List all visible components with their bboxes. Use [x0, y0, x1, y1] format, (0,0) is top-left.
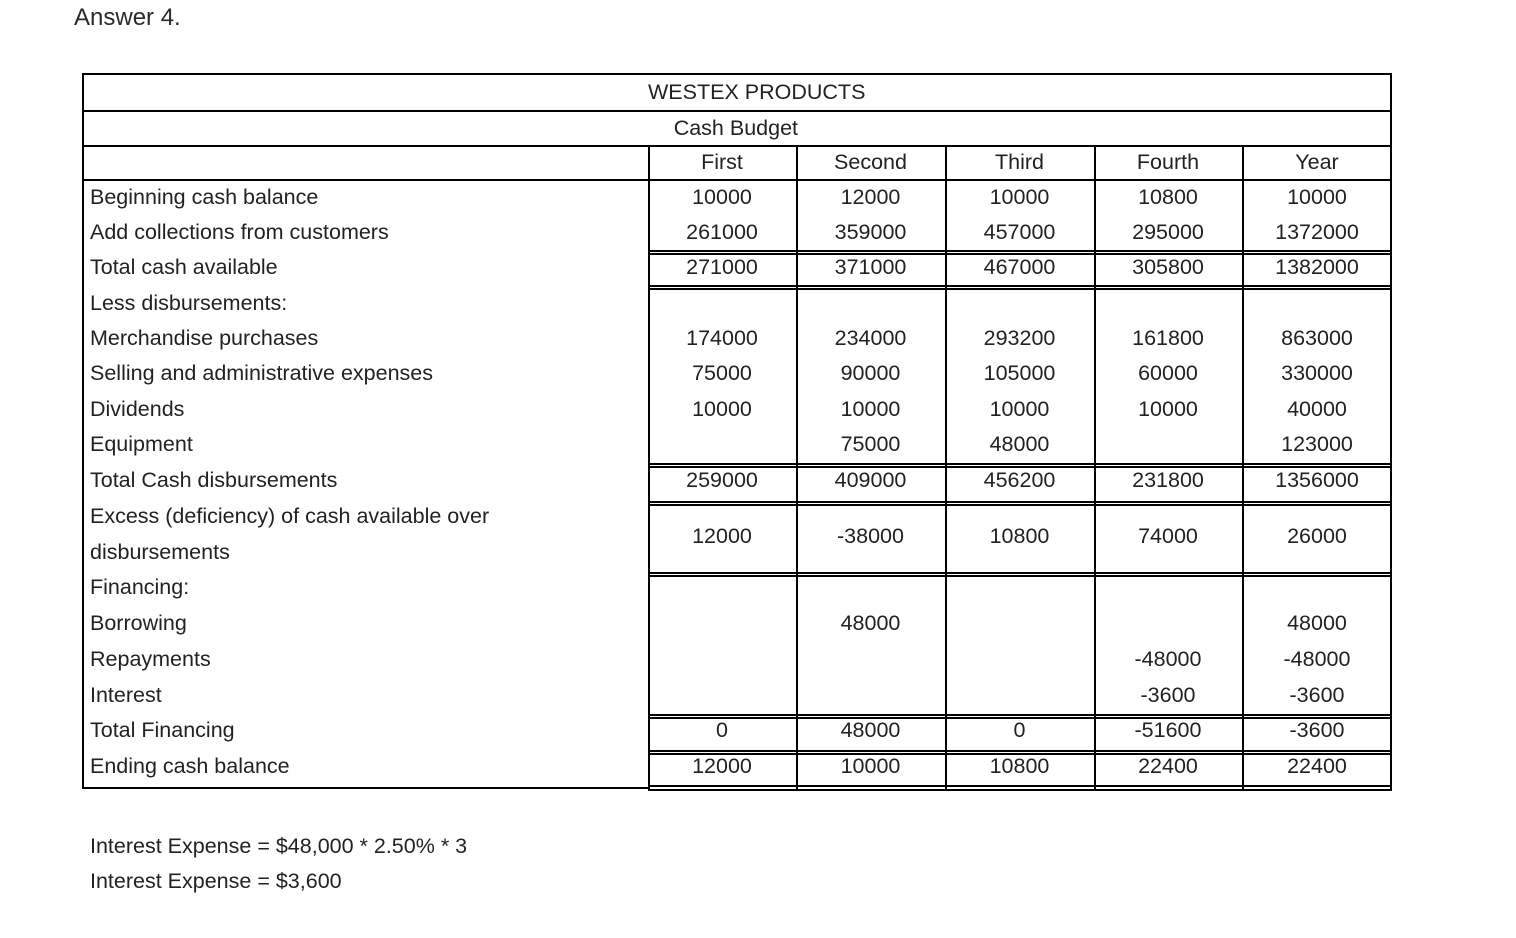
- row-label: Beginning cash balance: [90, 185, 319, 209]
- table-cell: 10000: [989, 185, 1050, 209]
- table-cell: 40000: [1287, 397, 1347, 421]
- table-cell: 371000: [834, 255, 907, 279]
- row-label: Borrowing: [90, 611, 187, 635]
- column-header: Second: [834, 150, 907, 174]
- row-label: Total cash available: [90, 255, 278, 279]
- table-cell: 1372000: [1275, 220, 1359, 244]
- table-cell: 12000: [692, 754, 752, 778]
- row-label: Merchandise purchases: [90, 326, 319, 350]
- table-cell: 863000: [1281, 326, 1353, 350]
- row-label-continued: disbursements: [90, 540, 230, 564]
- rule-line: [648, 501, 1392, 503]
- rule-line: [648, 504, 1392, 506]
- rule-line: [648, 714, 1392, 716]
- row-label: Repayments: [90, 647, 211, 671]
- table-cell: -3600: [1289, 683, 1345, 707]
- table-cell: 10800: [989, 754, 1050, 778]
- column-header: Year: [1295, 150, 1339, 174]
- table-cell: 161800: [1132, 326, 1204, 350]
- table-cell: 359000: [834, 220, 907, 244]
- table-cell: 271000: [686, 255, 758, 279]
- table-cell: 0: [716, 718, 728, 742]
- table-cell: 0: [1013, 718, 1026, 742]
- table-cell: 293200: [983, 326, 1056, 350]
- table-cell: 10800: [989, 524, 1050, 548]
- header-divider-1: [82, 110, 1392, 112]
- table-cell: 123000: [1281, 432, 1353, 456]
- table-cell: 75000: [840, 432, 901, 456]
- column-header: Fourth: [1136, 150, 1200, 174]
- header-divider-3: [82, 179, 1392, 181]
- table-cell: 10800: [1138, 185, 1198, 209]
- row-label: Dividends: [90, 397, 185, 421]
- table-cell: 10000: [989, 397, 1050, 421]
- cash-budget-table: [82, 73, 1392, 791]
- rule-line: [648, 572, 1392, 574]
- table-cell: -3600: [1289, 718, 1345, 742]
- table-cell: 12000: [692, 524, 752, 548]
- table-cell: 10000: [1287, 185, 1347, 209]
- table-cell: 10000: [692, 397, 752, 421]
- answer-heading: Answer 4.: [74, 4, 181, 31]
- table-cell: 467000: [983, 255, 1056, 279]
- row-label: Add collections from customers: [90, 220, 389, 244]
- table-cell: -3600: [1140, 683, 1196, 707]
- rule-line: [648, 785, 1392, 787]
- table-cell: 231800: [1132, 468, 1204, 492]
- table-cell: 305800: [1132, 255, 1204, 279]
- table-cell: 456200: [983, 468, 1056, 492]
- table-cell: 1356000: [1275, 468, 1359, 492]
- row-label: Less disbursements:: [90, 291, 288, 315]
- table-cell: -38000: [837, 524, 904, 548]
- table-cell: 174000: [686, 326, 758, 350]
- row-label: Total Cash disbursements: [90, 468, 338, 492]
- rule-line: [648, 288, 1392, 290]
- table-cell: 259000: [686, 468, 758, 492]
- table-cell: 75000: [692, 361, 752, 385]
- table-cell: 10000: [692, 185, 752, 209]
- table-cell: 26000: [1287, 524, 1347, 548]
- table-cell: 1382000: [1275, 255, 1359, 279]
- note-line-2: Interest Expense = $3,600: [90, 869, 342, 893]
- table-cell: 48000: [989, 432, 1050, 456]
- table-cell: 10000: [840, 397, 901, 421]
- row-label: Financing:: [90, 575, 190, 599]
- company-name: WESTEX PRODUCTS: [648, 80, 866, 104]
- note-line-1: Interest Expense = $48,000 * 2.50% * 3: [90, 834, 468, 858]
- table-cell: -48000: [1283, 647, 1351, 671]
- table-cell: 22400: [1138, 754, 1198, 778]
- row-label: Selling and administrative expenses: [90, 361, 434, 385]
- table-cell: 409000: [834, 468, 907, 492]
- table-cell: 105000: [983, 361, 1056, 385]
- rule-line: [648, 750, 1392, 752]
- rule-line: [648, 575, 1392, 577]
- table-cell: 10000: [840, 754, 901, 778]
- table-cell: 22400: [1287, 754, 1347, 778]
- row-label: Equipment: [90, 432, 193, 456]
- table-cell: 48000: [840, 611, 901, 635]
- table-cell: 10000: [1138, 397, 1198, 421]
- row-label: Total Financing: [90, 718, 235, 742]
- table-border-bottom: [648, 789, 1392, 791]
- column-header: Third: [995, 150, 1044, 174]
- table-cell: 60000: [1138, 361, 1198, 385]
- table-cell: 261000: [686, 220, 758, 244]
- table-cell: 90000: [840, 361, 901, 385]
- row-label: Ending cash balance: [90, 754, 290, 778]
- table-cell: 457000: [983, 220, 1056, 244]
- row-label: Excess (deficiency) of cash available over: [90, 504, 490, 528]
- rule-line: [648, 463, 1392, 465]
- column-header: First: [701, 150, 743, 174]
- row-label: Interest: [90, 683, 162, 707]
- table-cell: 48000: [840, 718, 901, 742]
- table-cell: -48000: [1134, 647, 1202, 671]
- rule-line: [648, 285, 1392, 287]
- table-cell: 48000: [1287, 611, 1347, 635]
- table-cell: 330000: [1281, 361, 1353, 385]
- notes: [90, 829, 467, 899]
- table-cell: 234000: [834, 326, 907, 350]
- table-border-bottom-left: [82, 787, 650, 789]
- budget-title: Cash Budget: [673, 116, 798, 140]
- rule-line: [648, 250, 1392, 252]
- table-cell: -51600: [1134, 718, 1202, 742]
- table-cell: 12000: [840, 185, 901, 209]
- table-cell: 295000: [1132, 220, 1204, 244]
- table-border-top: [82, 73, 1392, 75]
- header-divider-2: [82, 145, 1392, 147]
- table-cell: 74000: [1138, 524, 1198, 548]
